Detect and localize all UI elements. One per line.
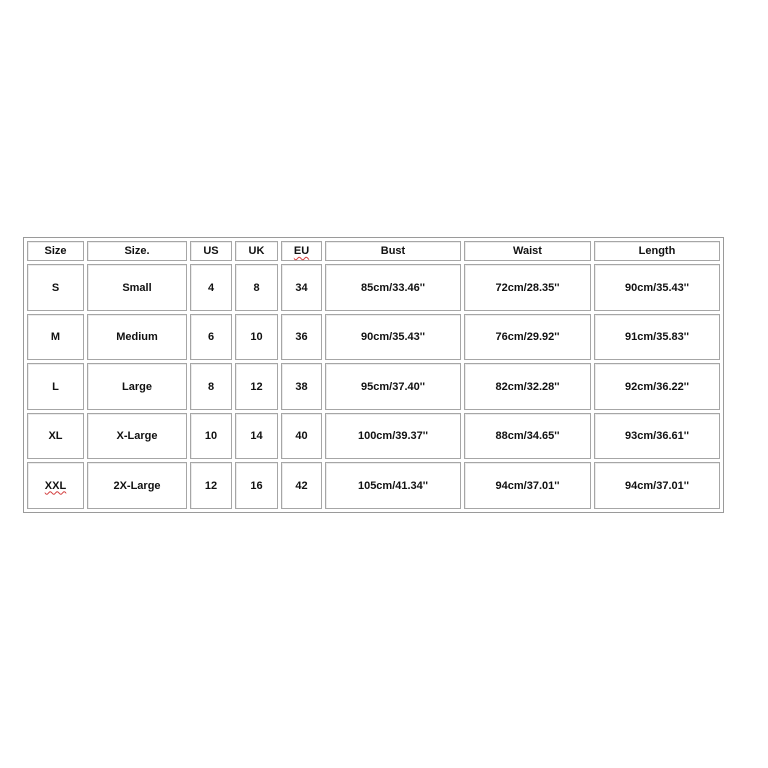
cell-bust: 100cm/39.37'' — [325, 413, 461, 460]
header-size-name: Size. — [87, 241, 187, 261]
table-row — [27, 363, 720, 410]
cell-us: 10 — [190, 413, 232, 460]
cell-waist: 76cm/29.92'' — [464, 314, 591, 361]
cell-eu: 34 — [281, 264, 322, 311]
cell-uk: 12 — [235, 363, 278, 410]
cell-us: 8 — [190, 363, 232, 410]
header-eu-label: EU — [293, 245, 310, 258]
header-length: Length — [594, 241, 720, 261]
cell-eu: 36 — [281, 314, 322, 361]
cell-bust: 105cm/41.34'' — [325, 462, 461, 509]
header-bust: Bust — [325, 241, 461, 261]
cell-size: M — [27, 314, 84, 361]
cell-eu: 42 — [281, 462, 322, 509]
cell-waist: 94cm/37.01'' — [464, 462, 591, 509]
header-row — [27, 241, 720, 261]
cell-bust: 95cm/37.40'' — [325, 363, 461, 410]
header-eu — [281, 241, 322, 261]
table-row — [27, 462, 720, 509]
cell-size — [27, 462, 84, 509]
cell-size: XL — [27, 413, 84, 460]
cell-length: 94cm/37.01'' — [594, 462, 720, 509]
header-uk: UK — [235, 241, 278, 261]
cell-size-name: 2X-Large — [87, 462, 187, 509]
cell-waist: 72cm/28.35'' — [464, 264, 591, 311]
cell-eu: 38 — [281, 363, 322, 410]
cell-bust: 85cm/33.46'' — [325, 264, 461, 311]
cell-length: 90cm/35.43'' — [594, 264, 720, 311]
cell-size-name: X-Large — [87, 413, 187, 460]
cell-uk: 8 — [235, 264, 278, 311]
header-size: Size — [27, 241, 84, 261]
cell-size-name: Medium — [87, 314, 187, 361]
cell-waist: 88cm/34.65'' — [464, 413, 591, 460]
cell-size: L — [27, 363, 84, 410]
cell-size-label: XXL — [44, 479, 67, 492]
table-row — [27, 314, 720, 361]
cell-length: 93cm/36.61'' — [594, 413, 720, 460]
table-row — [27, 264, 720, 311]
cell-us: 4 — [190, 264, 232, 311]
cell-size-name: Large — [87, 363, 187, 410]
cell-length: 92cm/36.22'' — [594, 363, 720, 410]
cell-size: S — [27, 264, 84, 311]
cell-uk: 16 — [235, 462, 278, 509]
cell-us: 6 — [190, 314, 232, 361]
cell-size-name: Small — [87, 264, 187, 311]
cell-eu: 40 — [281, 413, 322, 460]
cell-uk: 14 — [235, 413, 278, 460]
header-us: US — [190, 241, 232, 261]
cell-length: 91cm/35.83'' — [594, 314, 720, 361]
size-chart-table — [23, 237, 724, 513]
cell-bust: 90cm/35.43'' — [325, 314, 461, 361]
header-waist: Waist — [464, 241, 591, 261]
cell-uk: 10 — [235, 314, 278, 361]
table-row — [27, 413, 720, 460]
cell-us: 12 — [190, 462, 232, 509]
cell-waist: 82cm/32.28'' — [464, 363, 591, 410]
